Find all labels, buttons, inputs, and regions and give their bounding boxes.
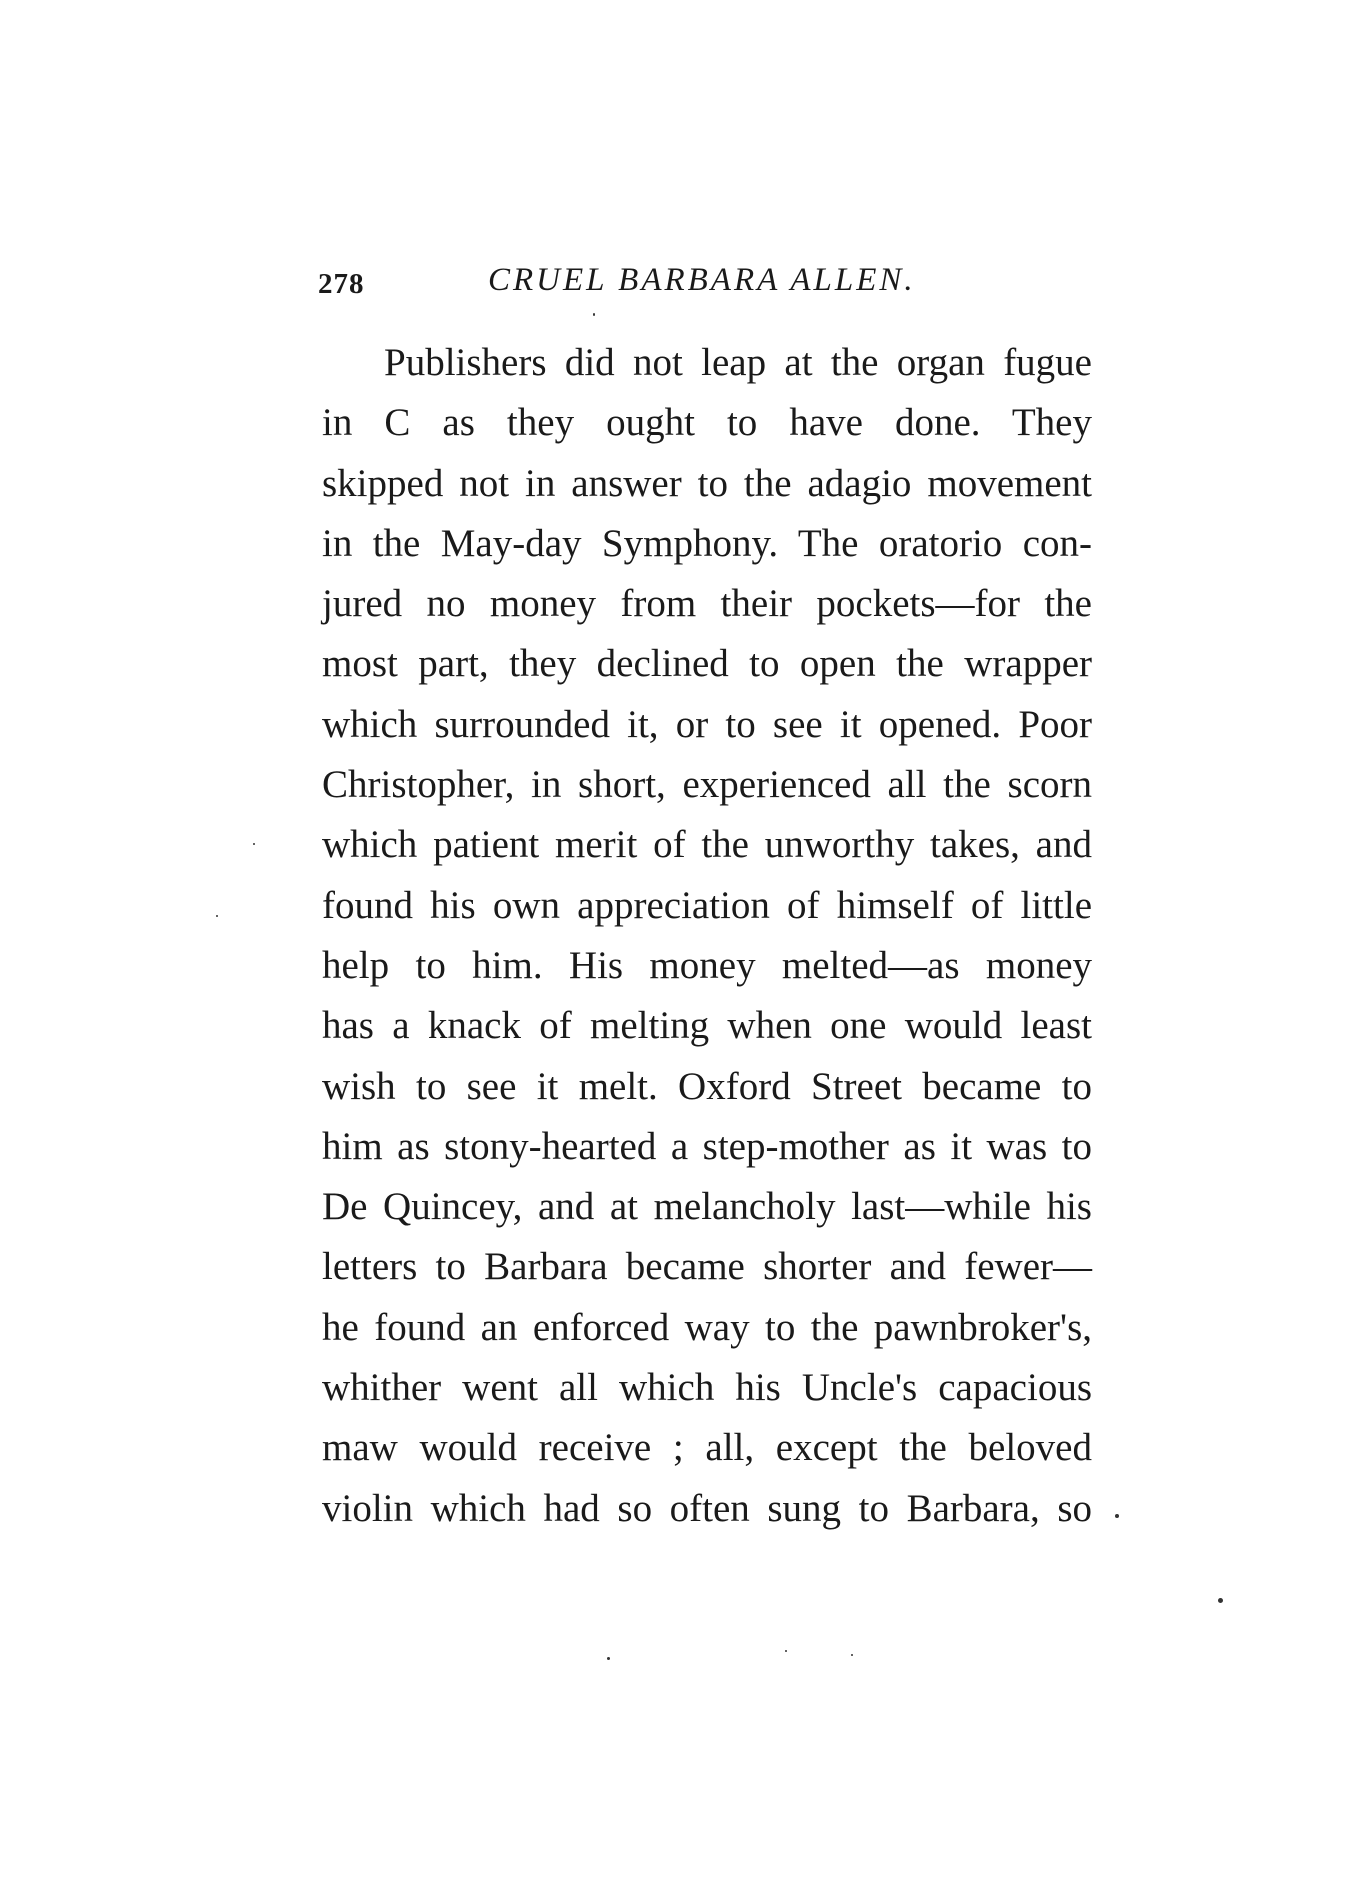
text-line: in the May-day Symphony. The oratorio con- bbox=[322, 521, 1092, 565]
scan-speck bbox=[851, 1654, 853, 1656]
text-line: violin which had so often sung to Barbara, so bbox=[322, 1486, 1092, 1530]
scan-speck bbox=[216, 915, 218, 917]
scan-speck bbox=[593, 313, 595, 316]
text-line: help to him. His money melted—as money bbox=[322, 943, 1092, 987]
text-line: jured no money from their pockets—for the bbox=[322, 582, 1092, 626]
page-header bbox=[318, 262, 938, 312]
text-line: letters to Barbara became shorter and fewer— bbox=[322, 1245, 1092, 1289]
body-paragraph bbox=[322, 333, 1092, 1539]
text-line: him as stony-hearted a step-mother as it was to bbox=[322, 1124, 1092, 1168]
text-line: Publishers did not leap at the organ fugue bbox=[384, 341, 1092, 384]
scan-speck bbox=[253, 843, 255, 845]
scan-speck bbox=[1115, 1514, 1119, 1518]
text-line: maw would receive ; all, except the beloved bbox=[322, 1426, 1092, 1470]
page-number: 278 bbox=[318, 268, 365, 300]
scan-speck bbox=[785, 1650, 787, 1652]
text-line: found his own appreciation of himself of little bbox=[322, 883, 1092, 927]
running-title: CRUEL BARBARA ALLEN. bbox=[488, 262, 916, 298]
text-line: has a knack of melting when one would least bbox=[322, 1004, 1092, 1048]
text-line: whither went all which his Uncle's capacious bbox=[322, 1366, 1092, 1410]
text-line: which surrounded it, or to see it opened. Poor bbox=[322, 702, 1092, 746]
text-line: wish to see it melt. Oxford Street became to bbox=[322, 1064, 1092, 1108]
text-line: Christopher, in short, experienced all the scorn bbox=[322, 763, 1092, 807]
text-line: he found an enforced way to the pawnbroker's, bbox=[322, 1305, 1092, 1349]
scan-speck bbox=[607, 1657, 610, 1660]
text-line: most part, they declined to open the wrapper bbox=[322, 642, 1092, 686]
text-line: which patient merit of the unworthy takes, and bbox=[322, 823, 1092, 867]
text-line: in C as they ought to have done. They bbox=[322, 401, 1092, 445]
text-line: skipped not in answer to the adagio movement bbox=[322, 461, 1092, 505]
scan-speck bbox=[1218, 1598, 1223, 1603]
text-line: De Quincey, and at melancholy last—while his bbox=[322, 1185, 1092, 1229]
